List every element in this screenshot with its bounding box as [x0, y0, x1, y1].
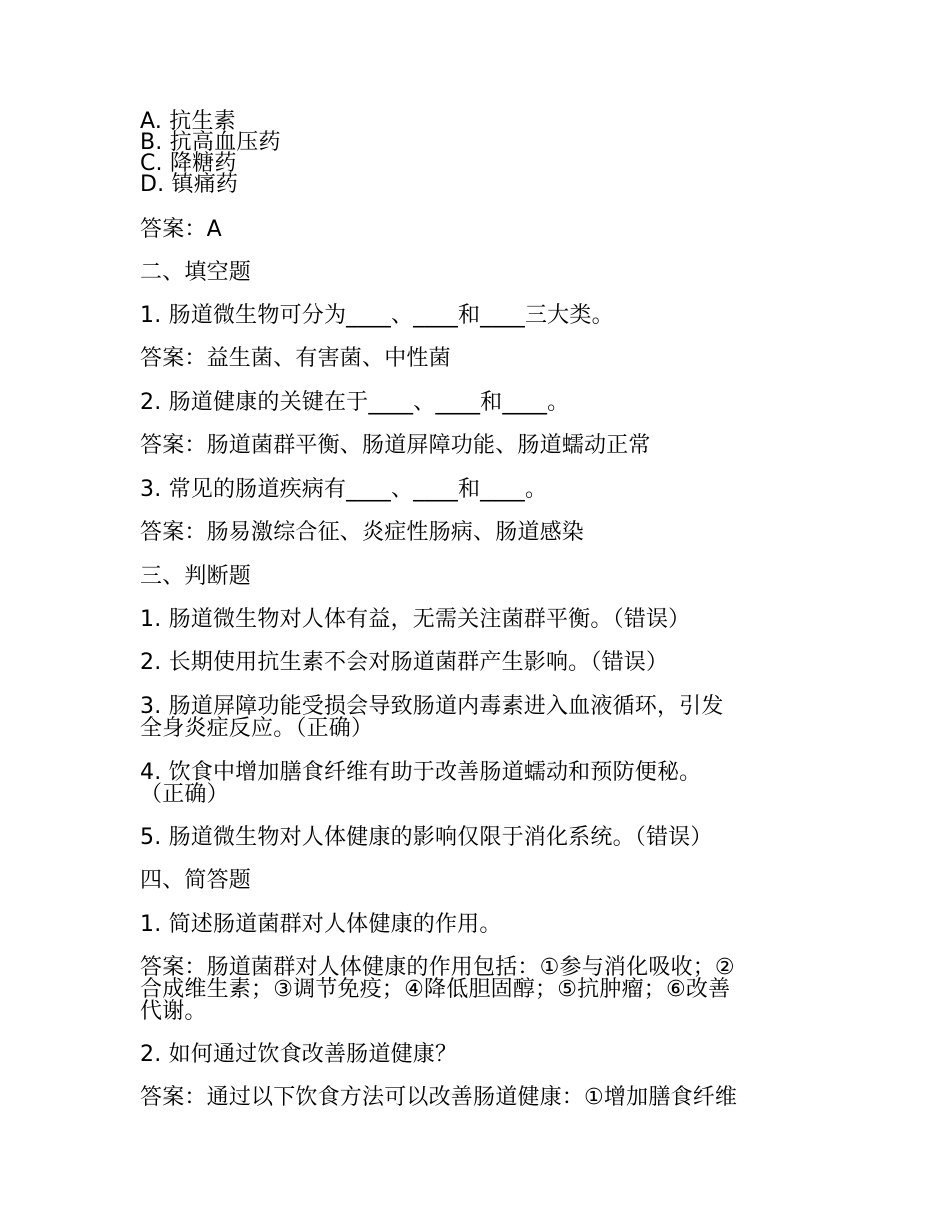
section-title-true-false: 三、判断题	[140, 564, 252, 589]
tf-question-3-line-2: 全身炎症反应。（正确）	[140, 716, 374, 741]
short-answer-1-line-1: 答案：肠道菌群对人体健康的作用包括：①参与消化吸收；②	[140, 955, 735, 980]
fill-answer-1: 答案：益生菌、有害菌、中性菌	[140, 346, 451, 371]
option-c: C. 降糖药	[140, 151, 237, 176]
tf-question-2: 2. 长期使用抗生素不会对肠道菌群产生影响。（错误）	[140, 650, 669, 675]
tf-question-4-line-1: 4. 饮食中增加膳食纤维有助于改善肠道蠕动和预防便秘。	[140, 760, 702, 785]
tf-question-3-line-1: 3. 肠道屏障功能受损会导致肠道内毒素进入血液循环，引发	[140, 694, 724, 719]
short-question-1: 1. 简述肠道菌群对人体健康的作用。	[140, 912, 502, 937]
short-question-2: 2. 如何通过饮食改善肠道健康？	[140, 1042, 458, 1067]
section-title-short-answer: 四、简答题	[140, 868, 252, 893]
fill-question-2: 2. 肠道健康的关键在于____、____和____。	[140, 390, 570, 415]
short-answer-2-line-1: 答案：通过以下饮食方法可以改善肠道健康：①增加膳食纤维	[140, 1085, 738, 1110]
short-answer-1-line-3: 代谢。	[140, 999, 207, 1024]
section-title-fill-blank: 二、填空题	[140, 260, 252, 285]
tf-question-5: 5. 肠道微生物对人体健康的影响仅限于消化系统。（错误）	[140, 825, 713, 850]
option-b: B. 抗高血压药	[140, 130, 281, 155]
mc-answer: 答案：A	[140, 217, 222, 242]
fill-question-1: 1. 肠道微生物可分为____、____和____三大类。	[140, 303, 614, 328]
fill-answer-3: 答案：肠易激综合征、炎症性肠病、肠道感染	[140, 520, 585, 545]
fill-question-3: 3. 常见的肠道疾病有____、____和____。	[140, 477, 548, 502]
option-a: A. 抗生素	[140, 109, 236, 134]
tf-question-1: 1. 肠道微生物对人体有益，无需关注菌群平衡。（错误）	[140, 607, 691, 632]
option-d: D. 镇痛药	[140, 172, 239, 197]
fill-answer-2: 答案：肠道菌群平衡、肠道屏障功能、肠道蠕动正常	[140, 433, 651, 458]
short-answer-1-line-2: 合成维生素；③调节免疫；④降低胆固醇；⑤抗肿瘤；⑥改善	[140, 977, 731, 1002]
tf-question-4-line-2: （正确）	[140, 782, 229, 807]
